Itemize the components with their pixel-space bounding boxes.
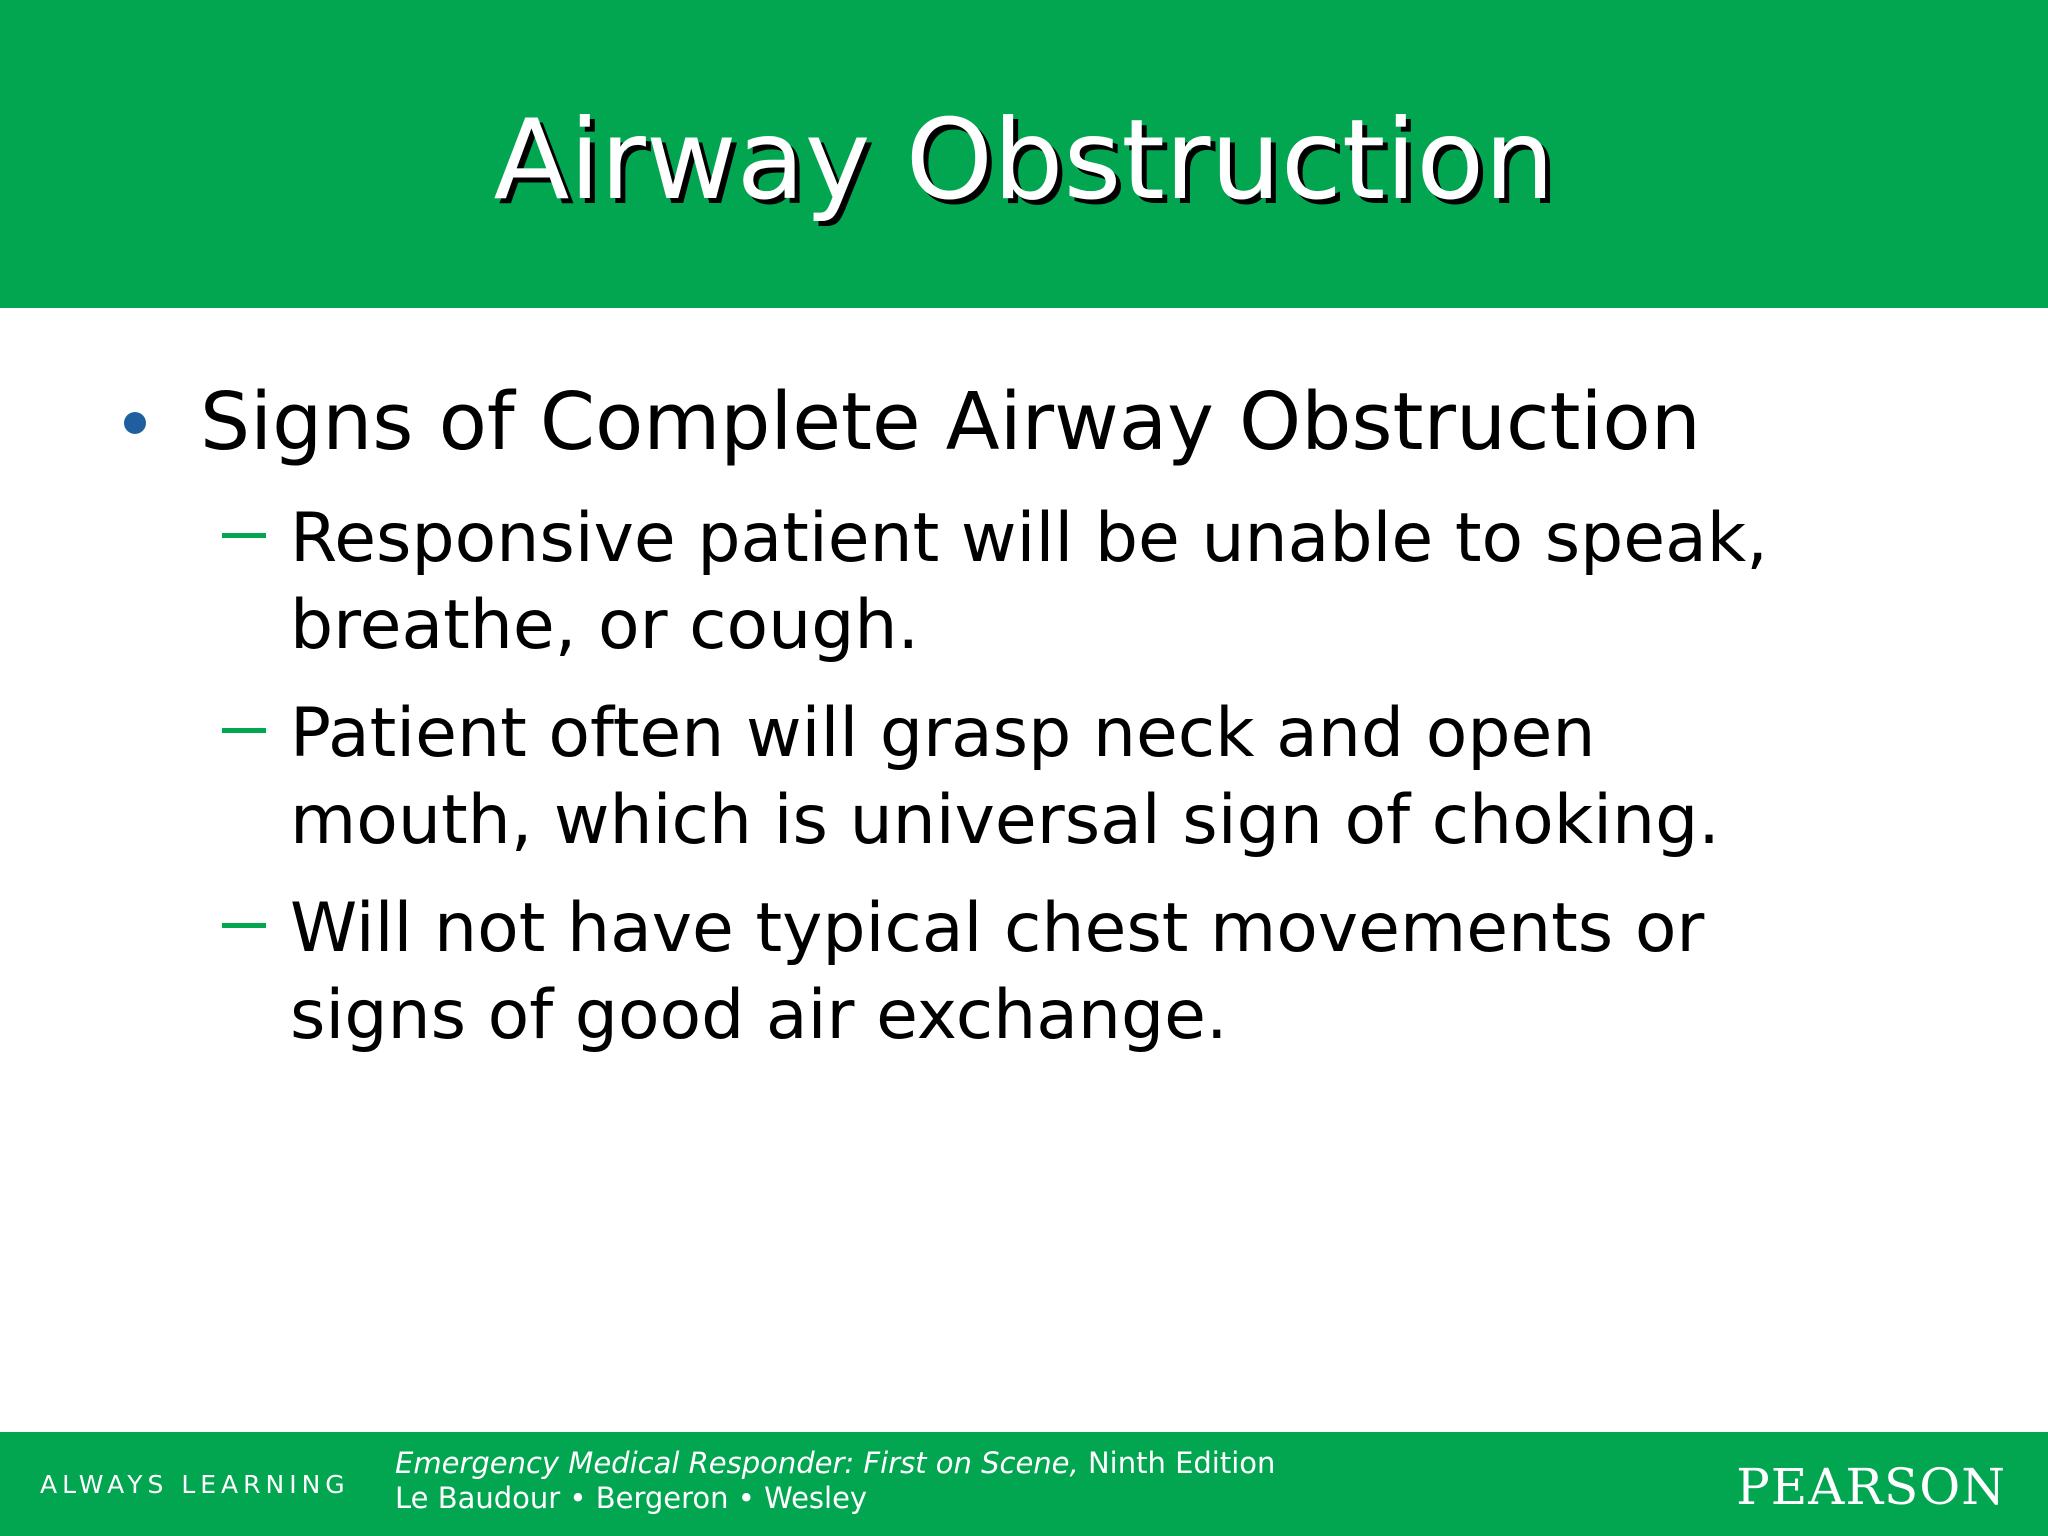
sub-item-line: breathe, or cough. (290, 586, 920, 665)
always-learning-tagline: ALWAYS LEARNING (40, 1470, 350, 1499)
bullet-text: Signs of Complete Airway Obstruction (200, 376, 1701, 468)
dash-icon (222, 923, 266, 928)
sub-item-text (290, 885, 2010, 1059)
sub-item-line: Will not have typical chest movements or (290, 889, 1705, 968)
book-citation (395, 1446, 1275, 1516)
bullet-icon (124, 412, 146, 434)
book-title-line (395, 1446, 1275, 1481)
slide-body (0, 370, 2048, 1070)
dash-icon (222, 533, 266, 538)
sub-item-line: Responsive patient will be unable to speak, (290, 499, 1768, 578)
book-edition: Ninth Edition (1087, 1446, 1276, 1480)
book-title: Emergency Medical Responder: First on Scene, (395, 1446, 1079, 1480)
sub-item-1 (0, 495, 2048, 675)
sub-item-line: mouth, which is universal sign of choking. (290, 781, 1720, 860)
sub-item-line: Patient often will grasp neck and open (290, 694, 1596, 773)
dash-icon (222, 728, 266, 733)
book-authors: Le Baudour • Bergeron • Wesley (395, 1481, 868, 1515)
bullet-item (0, 370, 2048, 480)
sub-item-line: signs of good air exchange. (290, 976, 1228, 1055)
sub-item-text (290, 690, 2010, 864)
title-band (0, 0, 2048, 308)
slide-title: Airway Obstruction (493, 96, 1555, 225)
sub-item-text (290, 495, 2010, 669)
sub-item-2 (0, 690, 2048, 870)
sub-item-3 (0, 885, 2048, 1065)
pearson-logo: PEARSON (1736, 1458, 2006, 1516)
footer-band (0, 1432, 2048, 1536)
